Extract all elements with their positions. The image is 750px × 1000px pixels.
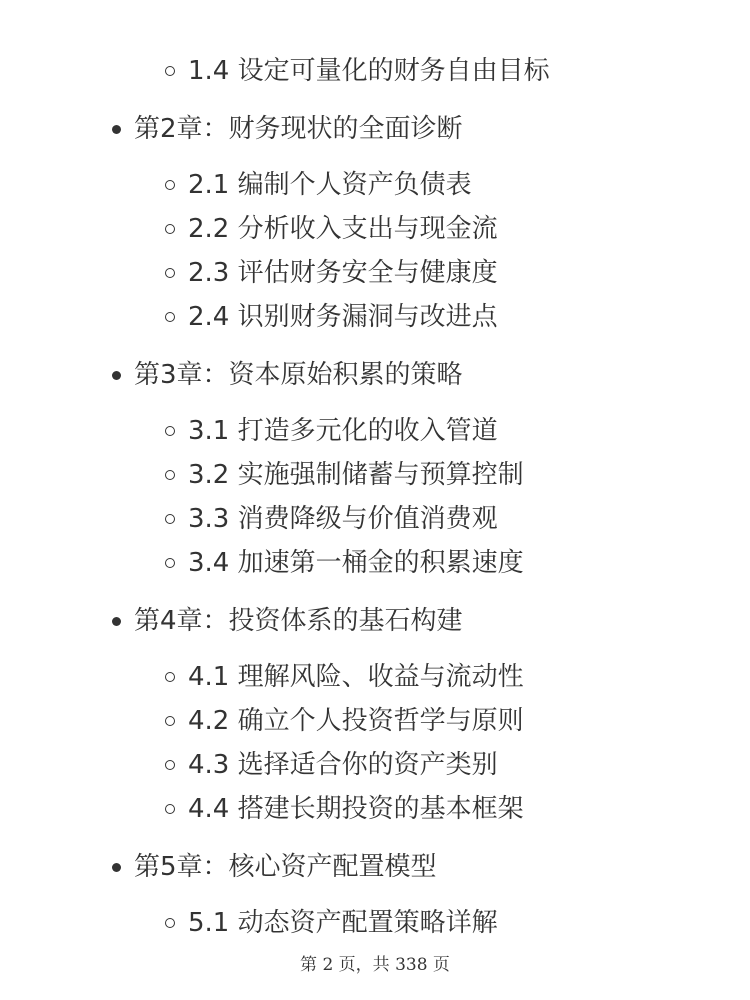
toc-item-text: 2.2 分析收入支出与现金流 [188, 214, 498, 244]
toc-item-text: 5.1 动态资产配置策略详解 [188, 908, 498, 938]
disc-bullet-icon [112, 125, 121, 134]
toc-section-5-1 [188, 906, 498, 940]
toc-item-text: 4.1 理解风险、收益与流动性 [188, 662, 524, 692]
toc-chapter-5 [134, 850, 437, 884]
toc-item-text: 4.2 确立个人投资哲学与原则 [188, 706, 524, 736]
toc-item-text: 4.4 搭建长期投资的基本框架 [188, 794, 524, 824]
circle-bullet-icon [165, 558, 175, 568]
toc-section-4-2 [188, 704, 524, 738]
circle-bullet-icon [165, 426, 175, 436]
circle-bullet-icon [165, 804, 175, 814]
toc-section-2-4 [188, 300, 498, 334]
disc-bullet-icon [112, 371, 121, 380]
circle-bullet-icon [165, 312, 175, 322]
toc-section-3-4 [188, 546, 524, 580]
toc-item-text: 第2章：财务现状的全面诊断 [134, 114, 463, 144]
toc-item-text: 3.2 实施强制储蓄与预算控制 [188, 460, 524, 490]
toc-section-2-3 [188, 256, 498, 290]
toc-item-text: 2.3 评估财务安全与健康度 [188, 258, 498, 288]
page-footer: 第 2 页，共 338 页 [300, 955, 450, 975]
toc-item-text: 1.4 设定可量化的财务自由目标 [188, 56, 550, 86]
circle-bullet-icon [165, 470, 175, 480]
toc-item-text: 3.4 加速第一桶金的积累速度 [188, 548, 524, 578]
toc-item-text: 3.1 打造多元化的收入管道 [188, 416, 498, 446]
toc-item-text: 2.1 编制个人资产负债表 [188, 170, 472, 200]
toc-section-2-2 [188, 212, 498, 246]
circle-bullet-icon [165, 66, 175, 76]
toc-chapter-3 [134, 358, 463, 392]
toc-item-text: 第3章：资本原始积累的策略 [134, 360, 463, 390]
circle-bullet-icon [165, 760, 175, 770]
toc-section-4-3 [188, 748, 498, 782]
toc-section-3-2 [188, 458, 524, 492]
toc-section-4-4 [188, 792, 524, 826]
toc-chapter-2 [134, 112, 463, 146]
toc-item-text: 4.3 选择适合你的资产类别 [188, 750, 498, 780]
toc-item-text: 3.3 消费降级与价值消费观 [188, 504, 498, 534]
circle-bullet-icon [165, 514, 175, 524]
toc-section-3-1 [188, 414, 498, 448]
circle-bullet-icon [165, 672, 175, 682]
toc-item-text: 2.4 识别财务漏洞与改进点 [188, 302, 498, 332]
disc-bullet-icon [112, 617, 121, 626]
toc-item-text: 第5章：核心资产配置模型 [134, 852, 437, 882]
circle-bullet-icon [165, 918, 175, 928]
disc-bullet-icon [112, 863, 121, 872]
circle-bullet-icon [165, 180, 175, 190]
toc-chapter-4 [134, 604, 463, 638]
toc-item-text: 第4章：投资体系的基石构建 [134, 606, 463, 636]
circle-bullet-icon [165, 716, 175, 726]
circle-bullet-icon [165, 224, 175, 234]
toc-section-4-1 [188, 660, 524, 694]
toc-section-1-4 [188, 54, 550, 88]
toc-section-2-1 [188, 168, 472, 202]
toc-section-3-3 [188, 502, 498, 536]
circle-bullet-icon [165, 268, 175, 278]
